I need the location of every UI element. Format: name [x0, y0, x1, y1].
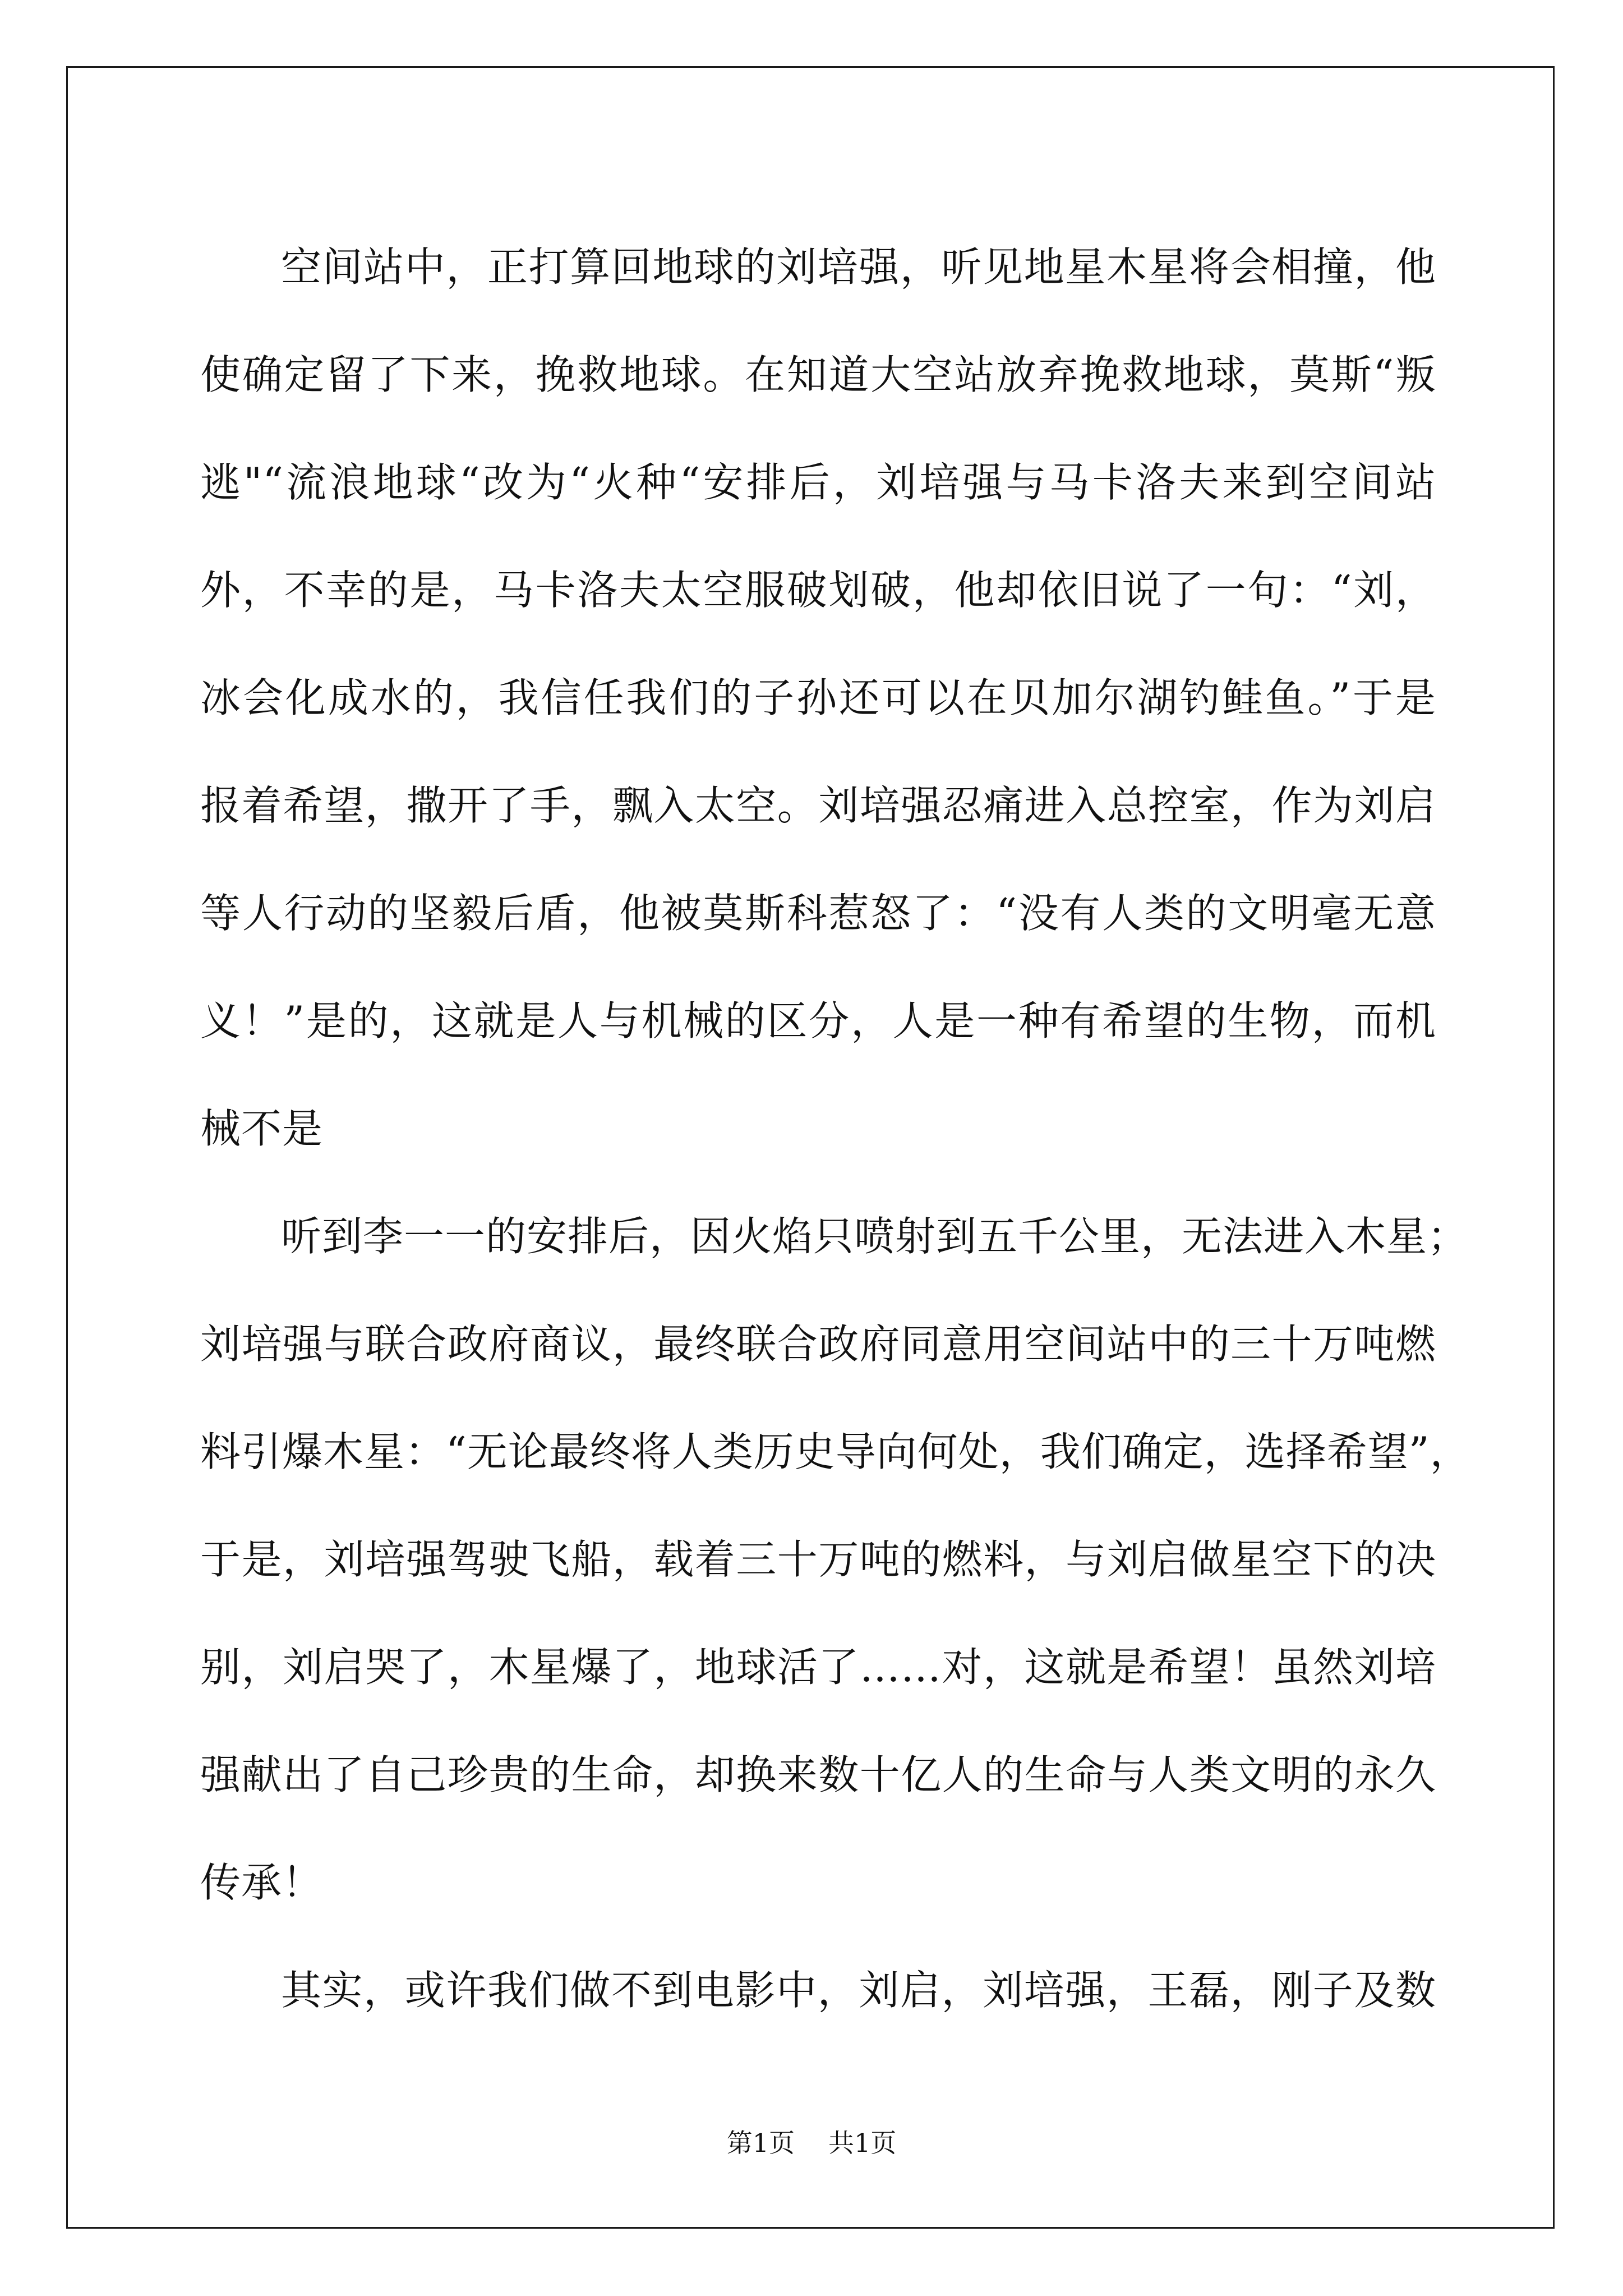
- paragraph-1-line-2: 使确定留了下来，挽救地球。在知道大空站放弃挽救地球，莫斯“叛: [200, 351, 1436, 398]
- paragraph-1-line-4: 外，不幸的是，马卡洛夫太空服破划破，他却依旧说了一句：“刘，: [200, 567, 1436, 614]
- paragraph-1-line-5: 冰会化成水的，我信任我们的子孙还可以在贝加尔湖钓鲑鱼。”于是: [200, 674, 1436, 721]
- paragraph-2-line-7: 传承！: [200, 1859, 324, 1906]
- page-footer: [0, 2126, 1623, 2160]
- paragraph-1-line-8: 义！”是的，这就是人与机械的区分，人是一种有希望的生物，而机: [200, 997, 1436, 1045]
- paragraph-1-line-6: 报着希望，撒开了手，飘入太空。刘培强忍痛进入总控室，作为刘启: [200, 782, 1436, 829]
- paragraph-1-line-3: 逃"“流浪地球“改为“火种“安排后，刘培强与马卡洛夫来到空间站: [200, 459, 1436, 506]
- paragraph-1-line-7: 等人行动的坚毅后盾，他被莫斯科惹怒了：“没有人类的文明毫无意: [200, 890, 1436, 937]
- paragraph-1-line-1: 空间站中，正打算回地球的刘培强，听见地星木星将会相撞，他: [281, 243, 1436, 291]
- paragraph-2-line-2: 刘培强与联合政府商议，最终联合政府同意用空间站中的三十万吨燃: [200, 1320, 1436, 1368]
- paragraph-2-line-6: 强献出了自己珍贵的生命，却换来数十亿人的生命与人类文明的永久: [200, 1751, 1436, 1798]
- paragraph-1-line-9: 械不是: [200, 1105, 324, 1152]
- paragraph-2-line-1: 听到李一一的安排后，因火焰只喷射到五千公里，无法进入木星；: [281, 1213, 1469, 1260]
- page-number-total: 共1页: [828, 2128, 897, 2158]
- paragraph-2-line-4: 于是，刘培强驾驶飞船，载着三十万吨的燃料，与刘启做星空下的决: [200, 1536, 1436, 1583]
- paragraph-3-line-1: 其实，或许我们做不到电影中，刘启，刘培强，王磊，刚子及数: [281, 1967, 1436, 2014]
- paragraph-2-line-5: 别，刘启哭了，木星爆了，地球活了……对，这就是希望！虽然刘培: [200, 1644, 1436, 1691]
- paragraph-2-line-3: 料引爆木星：“无论最终将人类历史导向何处，我们确定，选择希望”，: [200, 1428, 1471, 1475]
- document-body: [200, 213, 1471, 2044]
- page-number-current: 第1页: [726, 2128, 795, 2158]
